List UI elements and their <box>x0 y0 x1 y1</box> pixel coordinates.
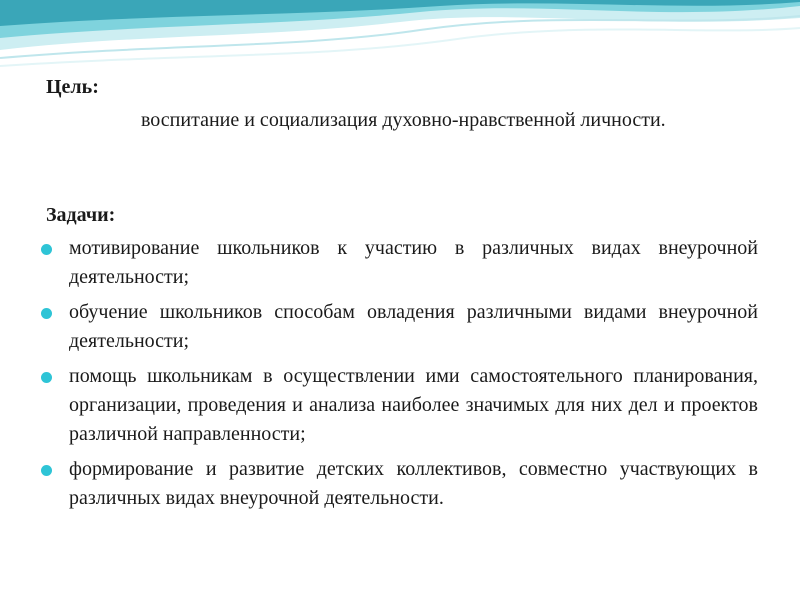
bullet-dot-icon <box>41 308 52 319</box>
goal-heading: Цель: <box>46 76 99 98</box>
bullet-dot-icon <box>41 244 52 255</box>
task-text: формирование и развитие детских коллективов, совместно участвующих в различных видах внеурочной деятельности. <box>69 458 758 509</box>
task-item <box>40 234 758 292</box>
task-item <box>40 362 758 449</box>
tasks-heading: Задачи: <box>46 204 116 226</box>
task-item <box>40 298 758 356</box>
task-text: обучение школьников способам овладения различными видами внеурочной деятельности; <box>69 301 758 352</box>
bullet-dot-icon <box>41 372 52 383</box>
goal-text: воспитание и социализация духовно-нравственной личности. <box>141 109 666 131</box>
bullet-dot-icon <box>41 465 52 476</box>
task-text: помощь школьникам в осуществлении ими самостоятельного планирования, организации, проведения и анализа наиболее значимых для них дел и проектов различной направленности; <box>69 365 758 445</box>
task-item <box>40 455 758 513</box>
task-list <box>40 234 758 519</box>
task-text: мотивирование школьников к участию в различных видах внеурочной деятельности; <box>69 237 758 288</box>
